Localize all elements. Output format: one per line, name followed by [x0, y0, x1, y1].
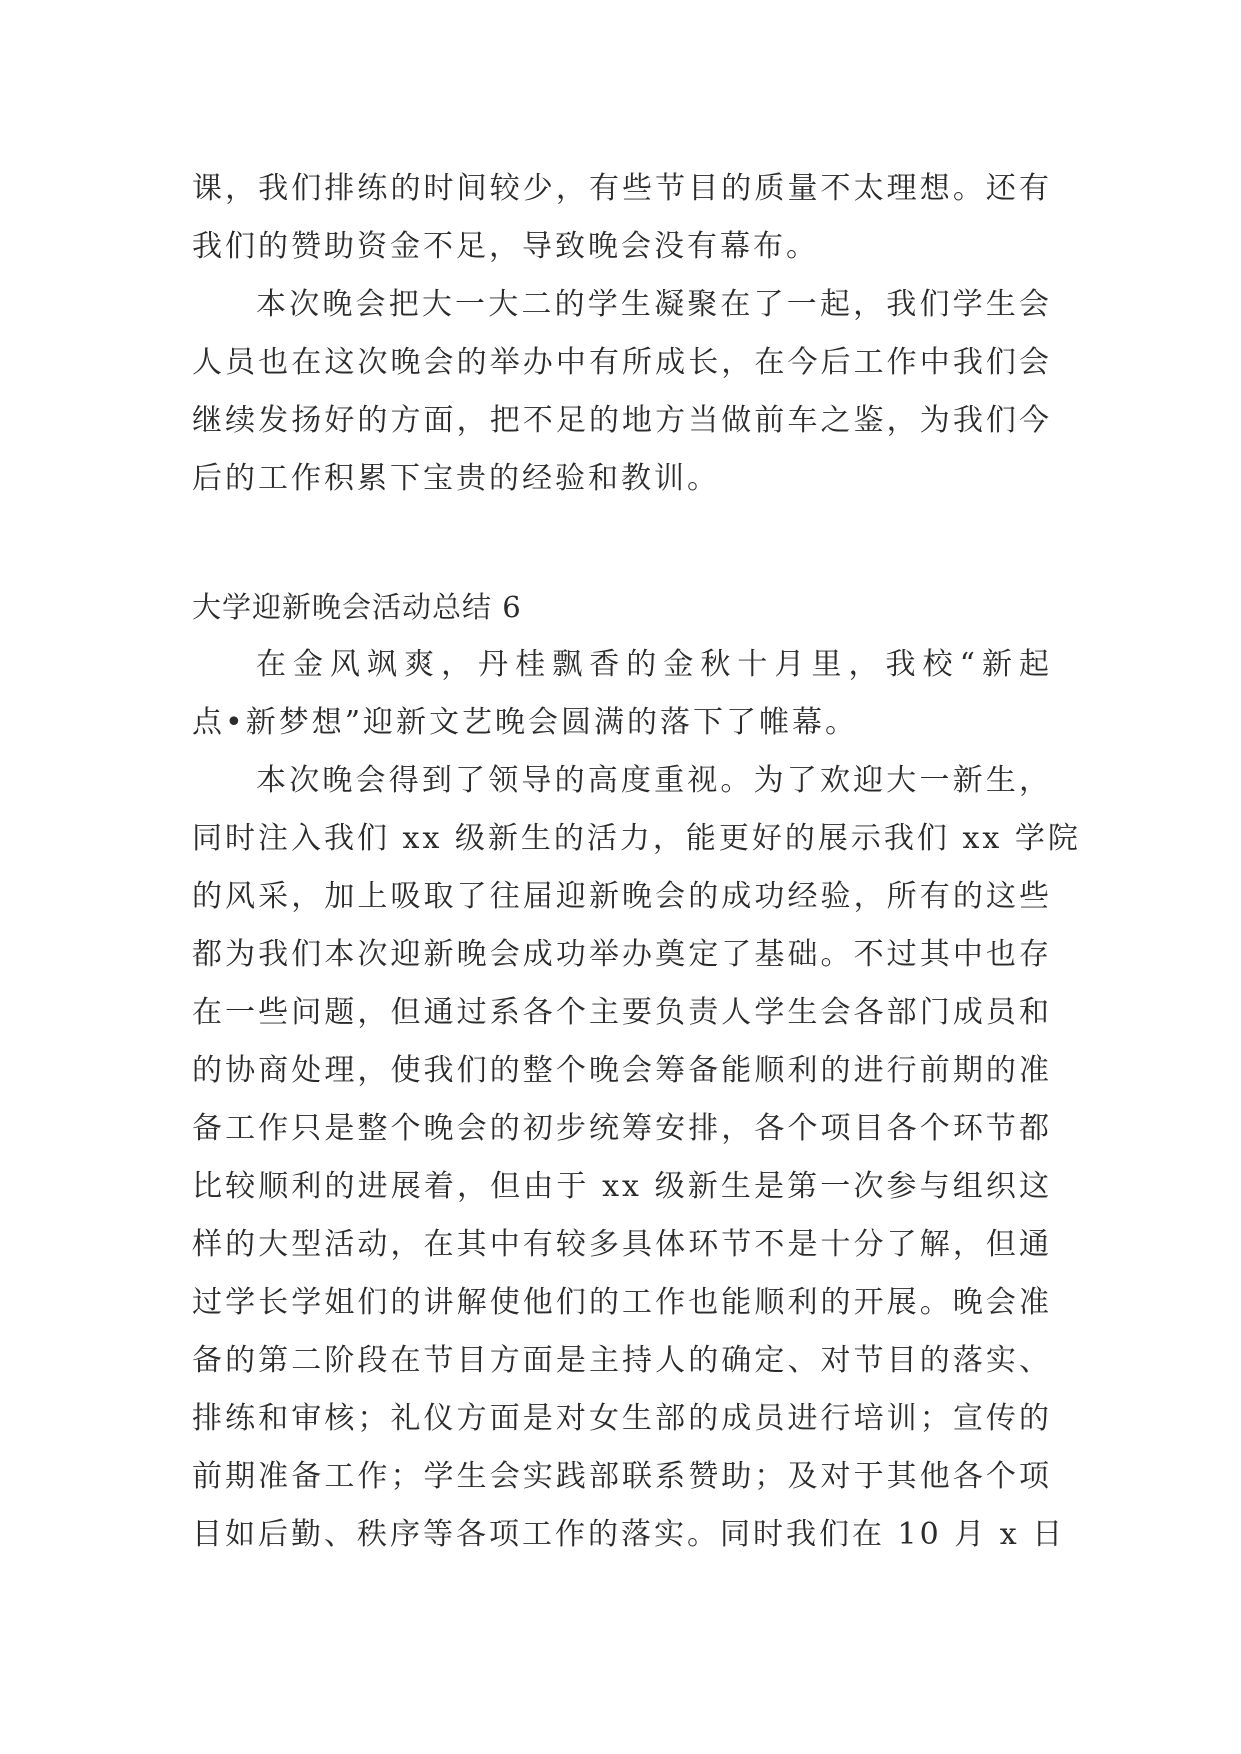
paragraph-line: 继续发扬好的方面，把不足的地方当做前车之鉴，为我们今 — [192, 403, 1052, 438]
paragraph-line: 人员也在这次晚会的举办中有所成长，在今后工作中我们会 — [192, 345, 1052, 380]
paragraph-line: 比较顺利的进展着，但由于 xx 级新生是第一次参与组织这 — [192, 1169, 1052, 1204]
paragraph-line: 后的工作积累下宝贵的经验和教训。 — [192, 461, 720, 496]
paragraph-line: 同时注入我们 xx 级新生的活力，能更好的展示我们 xx 学院 — [192, 821, 1081, 856]
paragraph-line: 都为我们本次迎新晚会成功举办奠定了基础。不过其中也存 — [192, 937, 1052, 972]
paragraph-line: 排练和审核；礼仪方面是对女生部的成员进行培训；宣传的 — [192, 1401, 1052, 1436]
paragraph-line: 备的第二阶段在节目方面是主持人的确定、对节目的落实、 — [192, 1343, 1052, 1378]
section-gap — [192, 508, 1052, 578]
paragraph-line: 本次晚会把大一大二的学生凝聚在了一起，我们学生会 — [256, 287, 1052, 322]
paragraph-line: 样的大型活动，在其中有较多具体环节不是十分了解，但通 — [192, 1227, 1052, 1262]
paragraph-line: 目如后勤、秩序等各项工作的落实。同时我们在 10 月 x 日 — [192, 1517, 1066, 1552]
paragraph-line: 过学长学姐们的讲解使他们的工作也能顺利的开展。晚会准 — [192, 1285, 1052, 1320]
paragraph-line: 点•新梦想”迎新文艺晚会圆满的落下了帷幕。 — [192, 705, 859, 740]
paragraph-line: 在一些问题，但通过系各个主要负责人学生会各部门成员和 — [192, 995, 1052, 1030]
paragraph-line: 我们的赞助资金不足，导致晚会没有幕布。 — [192, 229, 819, 264]
paragraph-line: 在金风飒爽，丹桂飘香的金秋十月里，我校“新起 — [256, 647, 1052, 682]
paragraph-line: 课，我们排练的时间较少，有些节目的质量不太理想。还有 — [192, 171, 1052, 206]
document-body — [192, 160, 1081, 1564]
paragraph-line: 备工作只是整个晚会的初步统筹安排，各个项目各个环节都 — [192, 1111, 1052, 1146]
paragraph-line: 前期准备工作；学生会实践部联系赞助；及对于其他各个项 — [192, 1459, 1052, 1494]
section-heading: 大学迎新晚会活动总结 6 — [192, 590, 522, 624]
paragraph-line: 本次晚会得到了领导的高度重视。为了欢迎大一新生， — [256, 763, 1052, 798]
paragraph-line: 的协商处理，使我们的整个晚会筹备能顺利的进行前期的准 — [192, 1053, 1052, 1088]
paragraph-line: 的风采，加上吸取了往届迎新晚会的成功经验，所有的这些 — [192, 879, 1052, 914]
